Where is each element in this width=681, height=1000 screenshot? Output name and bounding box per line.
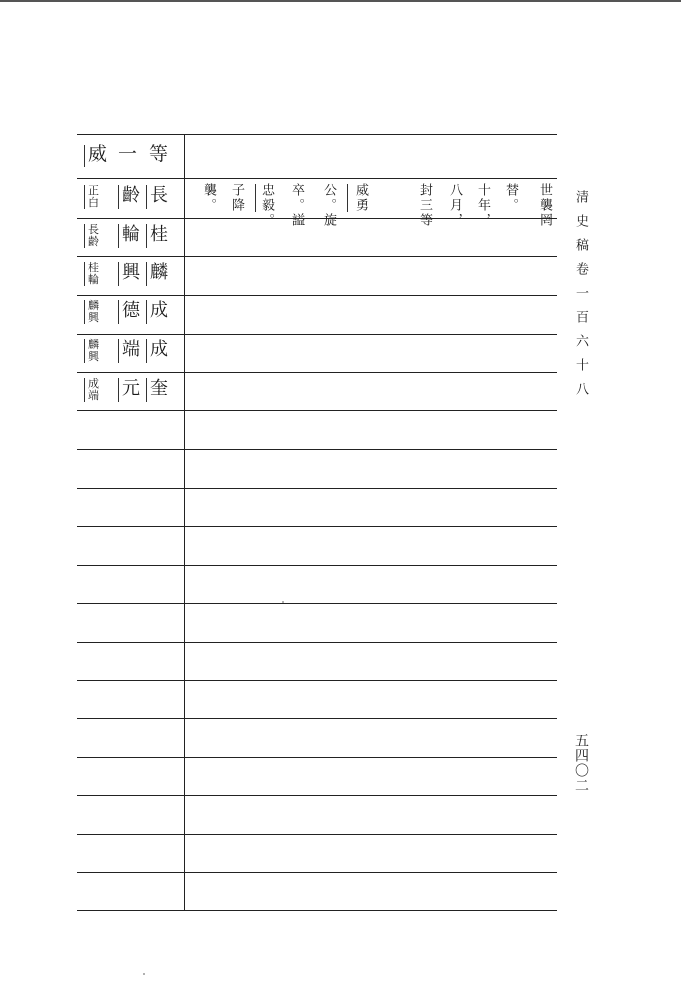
- row-right-cell: 麟: [150, 262, 168, 283]
- cell-marker: [146, 224, 147, 248]
- cell-marker: [118, 378, 119, 402]
- page-number: 五四〇二: [573, 733, 589, 793]
- row-rule: [77, 718, 557, 719]
- row-middle-cell: 齡: [122, 185, 140, 206]
- cell-marker: [118, 300, 119, 324]
- table-top-rule: [77, 134, 557, 135]
- row-rule: [77, 834, 557, 835]
- notes-column: 襲。: [201, 183, 216, 213]
- cell-marker: [118, 224, 119, 248]
- notes-column: 威勇: [353, 183, 368, 213]
- row-right-cell: 奎: [150, 378, 168, 399]
- notes-marker: [255, 184, 256, 212]
- row-right-cell: 成: [150, 300, 168, 321]
- row-small-cell: 長齡: [88, 223, 99, 248]
- scan-speck: [282, 601, 284, 603]
- row-rule: [77, 178, 557, 179]
- side-book-title: 清史稿卷一百六十八: [573, 190, 588, 406]
- row-rule: [77, 872, 557, 873]
- cell-marker: [84, 339, 85, 363]
- row-right-cell: 成: [150, 339, 168, 360]
- row-small-cell: 桂輪: [88, 261, 99, 286]
- row-middle-cell: 興: [122, 262, 140, 283]
- cell-marker: [146, 378, 147, 402]
- header-name-cell: 威: [88, 143, 117, 165]
- row-rule: [77, 680, 557, 681]
- cell-marker: [146, 300, 147, 324]
- row-middle-cell: 元: [122, 378, 140, 399]
- notes-column: 八月，: [447, 183, 462, 228]
- row-small-cell: 麟興: [88, 299, 99, 324]
- cell-marker: [146, 262, 147, 286]
- cell-marker: [84, 224, 85, 248]
- row-middle-cell: 德: [122, 300, 140, 321]
- row-rule: [77, 334, 557, 335]
- notes-column: 替。: [503, 183, 518, 213]
- row-small-cell: 正白: [88, 184, 99, 209]
- row-rule: [77, 488, 557, 489]
- column-divider: [184, 134, 185, 910]
- cell-marker: [84, 378, 85, 402]
- row-small-cell: 麟興: [88, 338, 99, 363]
- notes-column: 封三等: [417, 183, 432, 228]
- row-right-cell: 長: [150, 185, 168, 206]
- cell-marker: [84, 262, 85, 286]
- cell-marker: [118, 185, 119, 209]
- notes-column: 世襲罔: [537, 183, 552, 228]
- row-rule: [77, 256, 557, 257]
- cell-marker: [146, 339, 147, 363]
- cell-marker: [146, 185, 147, 209]
- row-small-cell: 成端: [88, 377, 99, 402]
- row-middle-cell: 端: [122, 339, 140, 360]
- notes-column: 卒。謚: [289, 183, 304, 228]
- row-rule: [77, 603, 557, 604]
- notes-column: 公。旋: [321, 183, 336, 228]
- table-bottom-rule: [77, 910, 557, 911]
- row-rule: [77, 526, 557, 527]
- notes-column: 子降: [229, 183, 244, 213]
- notes-column: 忠毅。: [259, 183, 274, 228]
- row-rule: [77, 372, 557, 373]
- scan-top-border: [0, 0, 681, 2]
- row-rule: [77, 295, 557, 296]
- row-rule: [77, 795, 557, 796]
- notes-column: 十年，: [475, 183, 490, 228]
- scan-speck: [143, 973, 145, 975]
- row-rule: [77, 565, 557, 566]
- row-rule: [77, 757, 557, 758]
- row-middle-cell: 輪: [122, 224, 140, 245]
- cell-marker: [118, 339, 119, 363]
- row-right-cell: 桂: [150, 224, 168, 245]
- cell-marker: [84, 145, 85, 167]
- row-rule: [77, 449, 557, 450]
- cell-marker: [118, 262, 119, 286]
- cell-marker: [84, 185, 85, 209]
- row-rule: [77, 642, 557, 643]
- header-rank-text: 一等: [118, 143, 181, 165]
- header-rank-cell: [118, 145, 180, 164]
- cell-marker: [84, 300, 85, 324]
- notes-marker: [347, 184, 348, 212]
- row-rule: [77, 410, 557, 411]
